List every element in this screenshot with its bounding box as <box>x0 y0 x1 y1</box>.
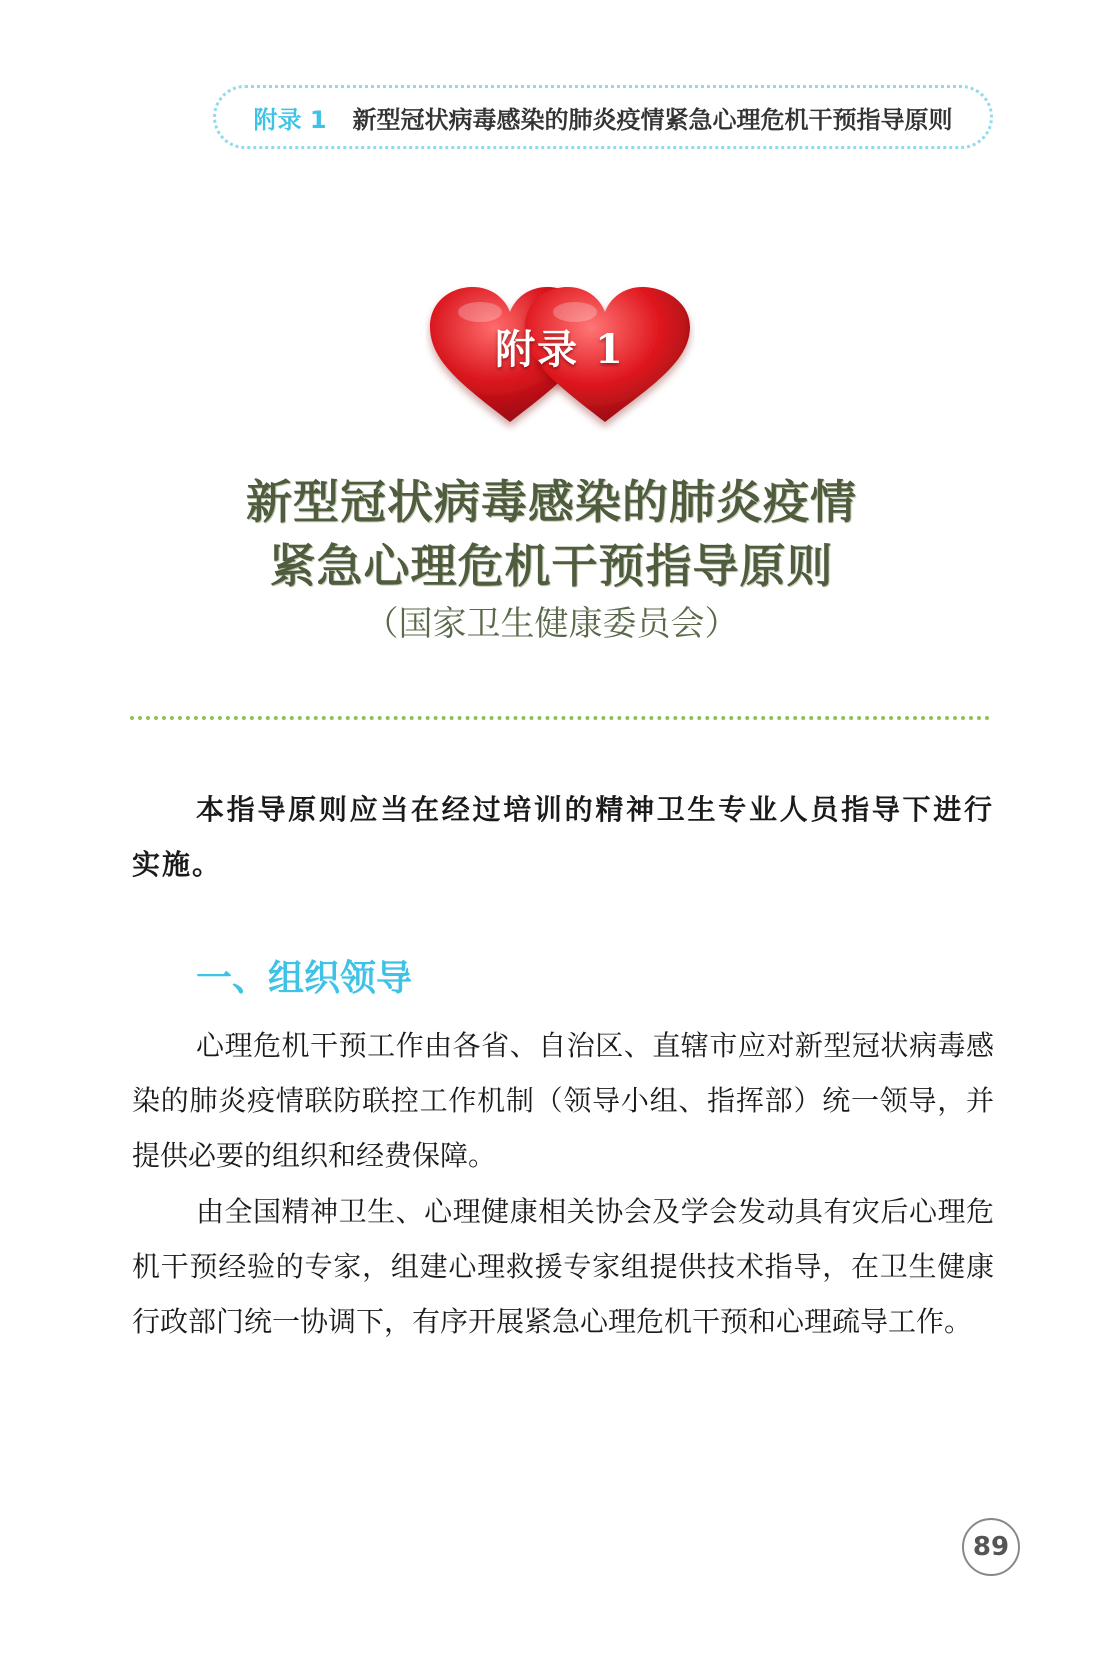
header-appendix-label: 附录 1 <box>253 105 327 134</box>
section-heading: 一、组织领导 <box>196 958 413 999</box>
body-paragraph: 由全国精神卫生、心理健康相关协会及学会发动具有灾后心理危机干预经验的专家，组建心理救援专家组提供技术指导，在卫生健康行政部门统一协调下，有序开展紧急心理危机干预和心理疏导工作。 <box>132 1195 994 1338</box>
running-header <box>213 85 993 149</box>
body-paragraph: 心理危机干预工作由各省、自治区、直辖市应对新型冠状病毒感染的肺炎疫情联防联控工作机制（领导小组、指挥部）统一领导，并提供必要的组织和经费保障。 <box>132 1029 994 1172</box>
header-title: 新型冠状病毒感染的肺炎疫情紧急心理危机干预指导原则 <box>352 105 953 134</box>
page-number: 89 <box>962 1518 1020 1576</box>
appendix-badge-label: 附录 1 <box>495 326 625 373</box>
dotted-divider <box>130 716 990 720</box>
document-subtitle: （国家卫生健康委员会） <box>364 604 739 644</box>
document-title-line1: 新型冠状病毒感染的肺炎疫情 <box>246 475 857 529</box>
document-title-line2: 紧急心理危机干预指导原则 <box>269 539 834 593</box>
intro-paragraph: 本指导原则应当在经过培训的精神卫生专业人员指导下进行实施。 <box>132 793 994 881</box>
